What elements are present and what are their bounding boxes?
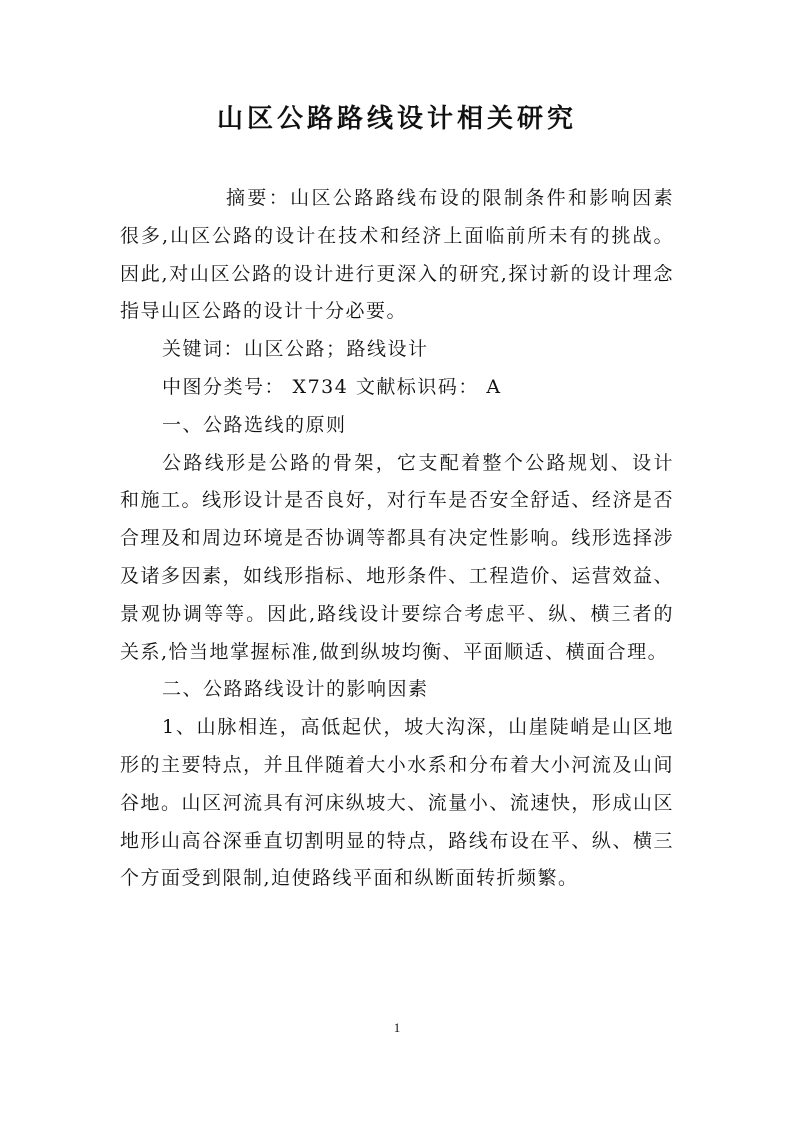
document-title: 山区公路路线设计相关研究 [216,104,577,134]
document-body [120,180,674,898]
page-number: 1 [393,1020,401,1035]
section-heading-1: 一、公路选线的原则 [162,413,347,436]
abstract-paragraph: 摘要：山区公路路线布设的限制条件和影响因素很多,山区公路的设计在技术和经济上面临前所未有的挑战。因此,对山区公路的设计进行更深入的研究,探讨新的设计理念指导山区公路的设计十分必要。 [120,187,674,323]
section-paragraph-1: 公路线形是公路的骨架，它支配着整个公路规划、设计和施工。线形设计是否良好，对行车是否安全舒适、经济是否合理及和周边环境是否协调等都具有决定性影响。线形选择涉及诸多因素，如线形指标、地形条件、工程造价、运营效益、景观协调等等。因此,路线设计要综合考虑平、纵、横三者的关系,恰当地掌握标准,做到纵坡均衡、平面顺适、横面合理。 [120,451,674,663]
section-paragraph-2: 1、山脉相连，高低起伏，坡大沟深，山崖陡峭是山区地形的主要特点，并且伴随着大小水系和分布着大小河流及山间谷地。山区河流具有河床纵坡大、流量小、流速快，形成山区地形山高谷深垂直切割明显的特点，路线布设在平、纵、横三个方面受到限制,迫使路线平面和纵断面转折频繁。 [120,716,674,890]
keywords-line: 关键词：山区公路；路线设计 [162,338,429,361]
section-heading-2: 二、公路路线设计的影响因素 [162,678,429,701]
classification-line: 中图分类号： X734 文献标识码： A [162,375,502,398]
